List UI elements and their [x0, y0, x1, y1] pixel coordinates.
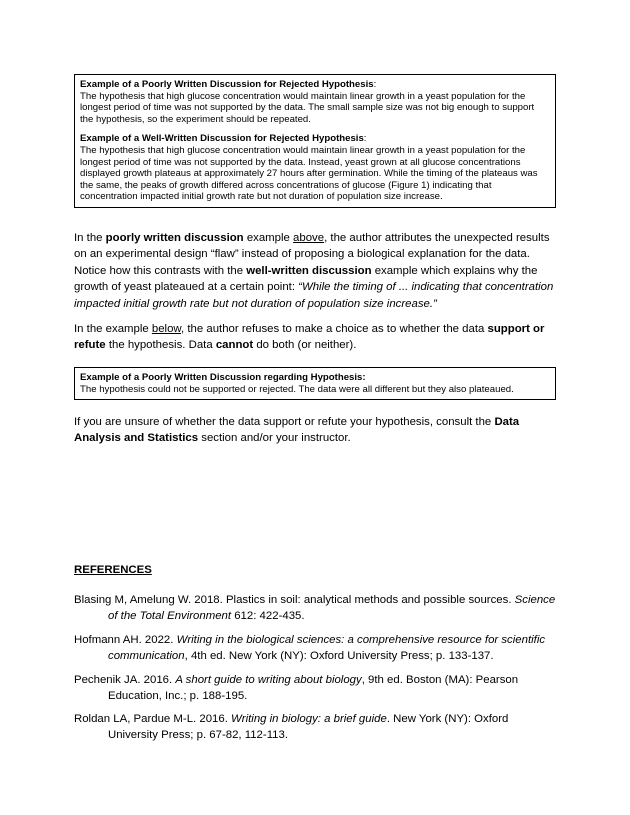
hypothesis-example-title: Example of a Poorly Written Discussion regarding Hypothesis: — [80, 372, 366, 383]
example-box-hypothesis — [74, 367, 556, 400]
hypothesis-example-text: The hypothesis could not be supported or rejected. The data were all different but they also plateaued. — [80, 383, 514, 395]
paragraph-comparison: In the poorly written discussion example above, the author attributes the unexpected results on an experimental design “flaw” instead of proposing a biological explanation for the data. Notice how this contrasts with the well-written discussion example which explains why the growth of yeast plateaued at a certain point: “While the timing of ... indicating that concentration impacted initial growth rate but not duration of population size increase.” — [74, 232, 554, 310]
references-heading: REFERENCES — [74, 564, 152, 576]
paragraph-support-or-refute: In the example below, the author refuses to make a choice as to whether the data support or refute the hypothesis. Data cannot do both (or neither). — [74, 323, 545, 352]
reference-item: Hofmann AH. 2022. Writing in the biological sciences: a comprehensive resource for scientific communication, 4th ed. New York (NY): Oxford University Press; p. 133-137. — [74, 634, 546, 662]
example-box-rejected-hypothesis — [74, 74, 556, 208]
reference-item: Blasing M, Amelung W. 2018. Plastics in soil: analytical methods and possible sources. Science of the Total Environment 612: 422-435. — [74, 594, 556, 622]
good-example-title: Example of a Well-Written Discussion for Rejected Hypothesis — [80, 133, 364, 145]
paragraph-consult: If you are unsure of whether the data support or refute your hypothesis, consult the Data Analysis and Statistics section and/or your instructor. — [74, 416, 520, 445]
good-example-heading: Example of a Well-Written Discussion for Rejected Hypothesis: — [80, 133, 367, 145]
poor-example-heading: Example of a Poorly Written Discussion for Rejected Hypothesis: — [80, 79, 377, 90]
reference-item: Roldan LA, Pardue M-L. 2016. Writing in biology: a brief guide. New York (NY): Oxford University Press; p. 67-82, 112-113. — [74, 713, 509, 741]
poor-example-title: Example of a Poorly Written Discussion for Rejected Hypothesis — [80, 79, 374, 90]
reference-item: Pechenik JA. 2016. A short guide to writing about biology, 9th ed. Boston (MA): Pearson Education, Inc.; p. 188-195. — [74, 674, 519, 702]
good-example-text: The hypothesis that high glucose concentration would maintain linear growth in a yeast population for the longest period of time was not supported by the data. Instead, yeast grown at all glucose concentrations displayed growth plateaus at approximately 27 hours after germination. While the timing of the plateaus was the same, the peaks of growth differed across concentrations of glucose (Figure 1) indicating that concentration impacted initial growth rate but not duration of population size increase. — [80, 144, 538, 203]
poor-example-text: The hypothesis that high glucose concentration would maintain linear growth in a yeast population for the longest period of time was not supported by the data. The small sample size was not big enough to support the hypothesis, so the experiment should be repeated. — [80, 90, 535, 125]
